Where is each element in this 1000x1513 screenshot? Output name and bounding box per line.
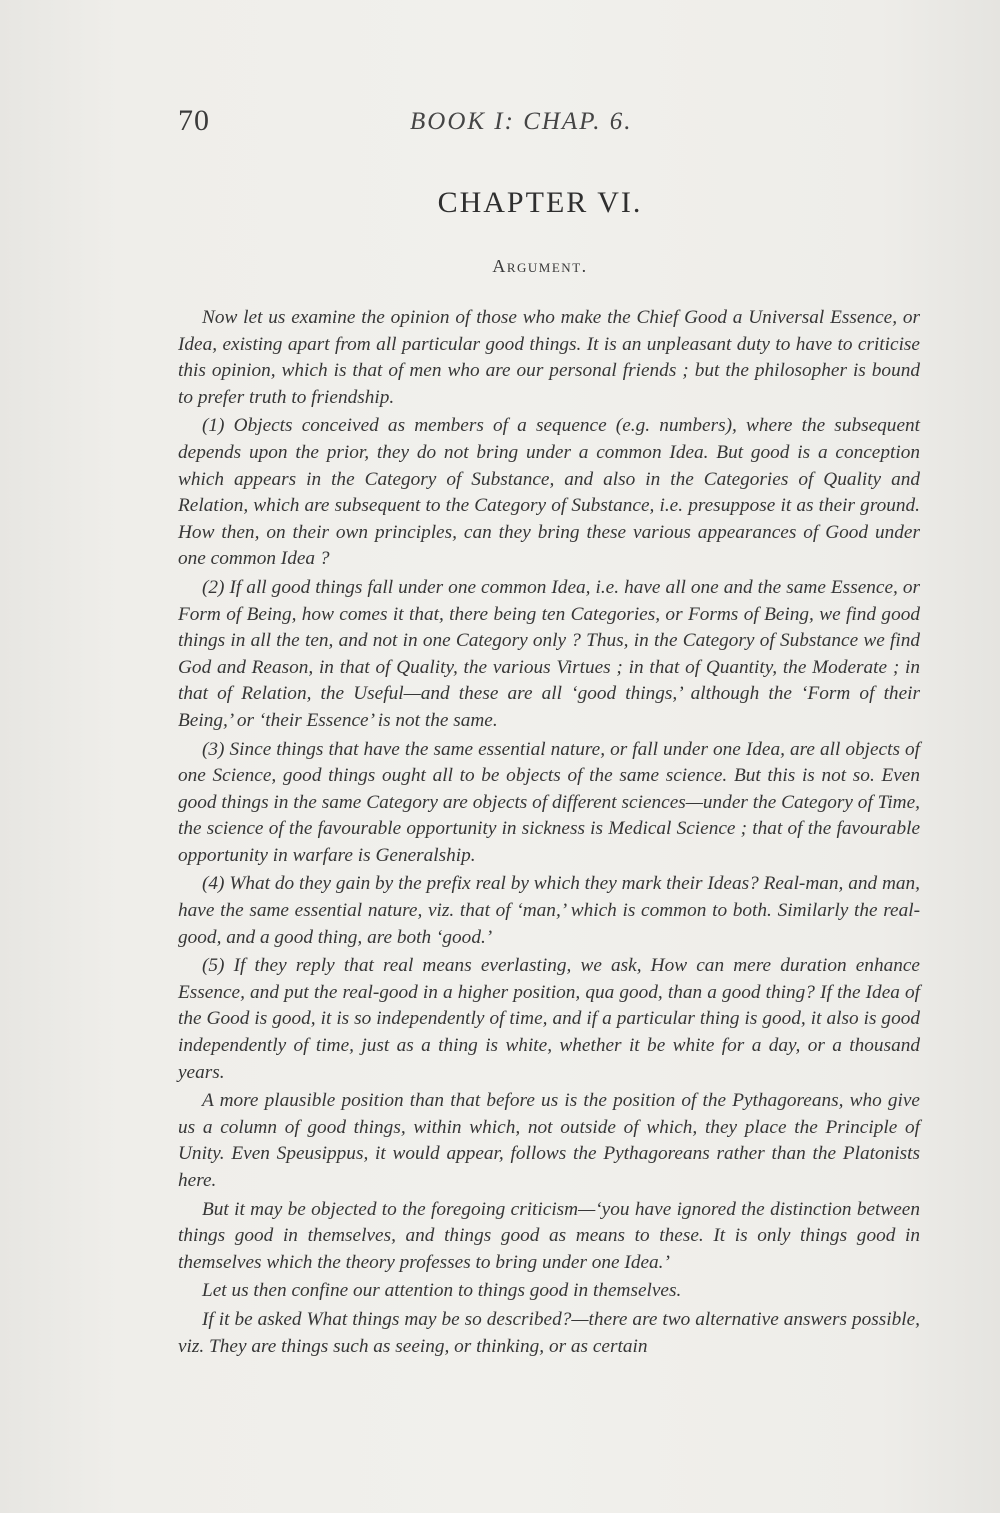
chapter-title: CHAPTER VI. (437, 186, 643, 219)
paragraph-point-4: (4) What do they gain by the prefix real by which they mark their Ideas? Real-man, and man, have the same essential nature, viz. that of ‘man,’ which is common to both. Similarly the real-good, and a good thing, are both ‘good.’ (178, 873, 920, 948)
paragraph-things-good-in-themselves: Let us then confine our attention to things good in themselves. (202, 1280, 682, 1302)
paragraph-objection: But it may be objected to the foregoing criticism—‘you have ignored the distinction between things good in themselves, and things good as means to these. It is only things good in themselves which the theory professes to bring under one Idea.’ (178, 1198, 920, 1273)
paragraph-point-1: (1) Objects conceived as members of a sequence (e.g. numbers), where the subsequent depends upon the prior, they do not bring under a common Idea. But good is a conception which appears in the Category of Substance, and also in the Categories of Quality and Relation, which are subsequent to the Category of Substance, i.e. presuppose it as their ground. How then, on their own principles, can they bring these various appearances of Good under one common Idea ? (178, 415, 920, 570)
paragraph-point-5: (5) If they reply that real means everlasting, we ask, How can mere duration enhance Essence, and put the real-good in a higher position, qua good, than a good thing? If the Idea of the Good is good, it is so independently of time, and if a particular thing is good, it also is good independently of time, just as a thing is white, whether it be white for a day, or a thousand years. (178, 955, 920, 1083)
paragraph-alternative-answers: If it be asked What things may be so described?—there are two alternative answers possible, viz. They are things such as seeing, or thinking, or as certain (178, 1308, 920, 1357)
argument-body (178, 305, 920, 1360)
running-head (178, 104, 918, 144)
page-number: 70 (178, 104, 210, 137)
running-title: BOOK I: CHAP. 6. (410, 108, 633, 135)
argument-heading: Argument. (492, 256, 588, 276)
paragraph-pythagoreans: A more plausible position than that before us is the position of the Pythagoreans, who give us a column of good things, within which, not outside of which, they place the Principle of Unity. Even Speusippus, it would appear, follows the Pythagoreans rather than the Platonists here. (178, 1090, 920, 1191)
paragraph-point-3: (3) Since things that have the same essential nature, or fall under one Idea, are all objects of one Science, good things ought all to be objects of the same science. But this is not so. Even good things in the same Category are objects of different sciences—under the Category of Time, the science of the favourable opportunity in sickness is Medical Science ; that of the favourable opportunity in warfare is Generalship. (178, 738, 920, 866)
paragraph-intro: Now let us examine the opinion of those who make the Chief Good a Universal Essence, or Idea, existing apart from all particular good things. It is an unpleasant duty to have to criticise this opinion, which is that of men who are our personal friends ; but the philosopher is bound to prefer truth to friendship. (178, 307, 920, 408)
paragraph-point-2: (2) If all good things fall under one common Idea, i.e. have all one and the same Essence, or Form of Being, how comes it that, there being ten Categories, or Forms of Being, we find good things in all the ten, and not in one Category only ? Thus, in the Category of Substance we find God and Reason, in that of Quality, the various Virtues ; in that of Quantity, the Moderate ; in that of Relation, the Useful—and these are all ‘good things,’ although the ‘Form of their Being,’ or ‘their Essence’ is not the same. (178, 576, 920, 731)
